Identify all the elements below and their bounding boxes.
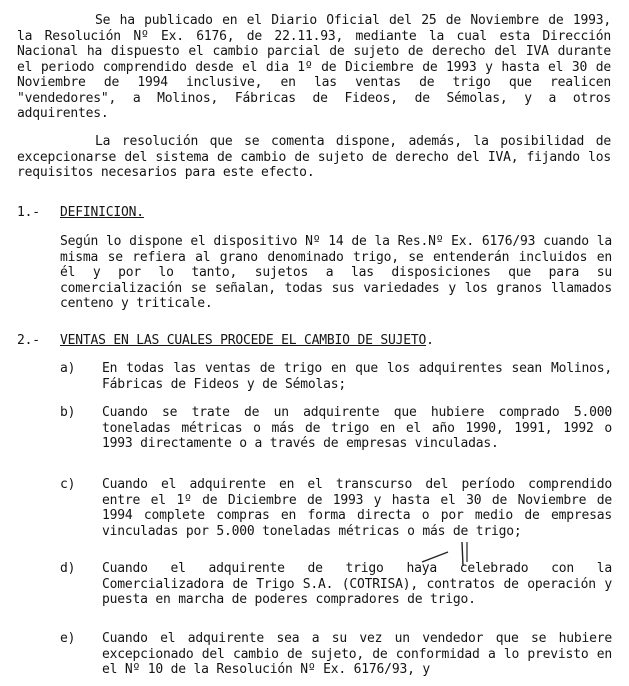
list-item-text: Cuando el adquirente de trigo haya celebrado con la Comercializadora de Trigo S.A. (COTRISA), contratos de operación y puesta en marcha de poderes compradores de trigo. [102,561,612,607]
list-item-marker: e) [60,631,76,646]
intro-paragraph-2: La resolución que se comenta dispone, además, la posibilidad de excepcionarse del sistema de cambio de sujeto de derecho del IVA, fijando los requisitos necesarios para este efecto. [17,134,611,180]
section-1-body: Según lo dispone el dispositivo Nº 14 de la Res.Nº Ex. 6176/93 cuando la misma se refiera al grano denominado trigo, se entenderán incluidos en él y por lo tanto, sujetos a las disposiciones que para su comercialización se señalan, todas sus variedades y los granos llamados centeno y triticale. [60,234,612,311]
list-item-marker: a) [60,361,76,376]
section-1-title: DEFINICION. [60,205,144,220]
section-2-title: VENTAS EN LAS CUALES PROCEDE EL CAMBIO DE SUJETO [60,333,427,348]
section-2-number: 2.- [17,333,40,348]
intro-paragraph-1: Se ha publicado en el Diario Oficial del 25 de Noviembre de 1993, la Resolución Nº Ex. 6176, de 22.11.93, mediante la cual esta Dirección Nacional ha dispuesto el cambio parcial de sujeto de derecho del IVA durante el periodo comprendido desde el dia 1º de Diciembre de 1993 y hasta el 30 de Noviembre de 1994 inclusive, en las ventas de trigo que realicen "vendedores", a Molinos, Fábricas de Fideos, de Sémolas, y a otros adquirentes. [17,13,611,121]
list-item-text: Cuando el adquirente en el transcurso del período comprendido entre el 1º de Diciembre de 1993 y hasta el 30 de Noviembre de 1994 complete compras en forma directa o por medio de empresas vinculadas por 5.000 toneladas métricas o más de trigo; [102,477,612,539]
list-item-marker: b) [60,405,76,420]
list-item-text: En todas las ventas de trigo en que los adquirentes sean Molinos, Fábricas de Fideos y de Sémolas; [102,361,612,392]
list-item-text: Cuando se trate de un adquirente que hubiere comprado 5.000 toneladas métricas o más de trigo en el año 1990, 1991, 1992 o 1993 directamente o a través de empresas vinculadas. [102,405,612,451]
list-item-marker: c) [60,477,76,492]
section-1-number: 1.- [17,205,40,220]
list-item-text: Cuando el adquirente sea a su vez un vendedor que se hubiere excepcionado del cambio de sujeto, de conformidad a lo previsto en el Nº 10 de la Resolución Nº Ex. 6176/93, y [102,631,612,677]
section-2-heading: 2.- VENTAS EN LAS CUALES PROCEDE EL CAMBIO DE SUJETO. [17,333,434,348]
list-item-marker: d) [60,561,76,576]
section-1-heading [17,205,611,220]
